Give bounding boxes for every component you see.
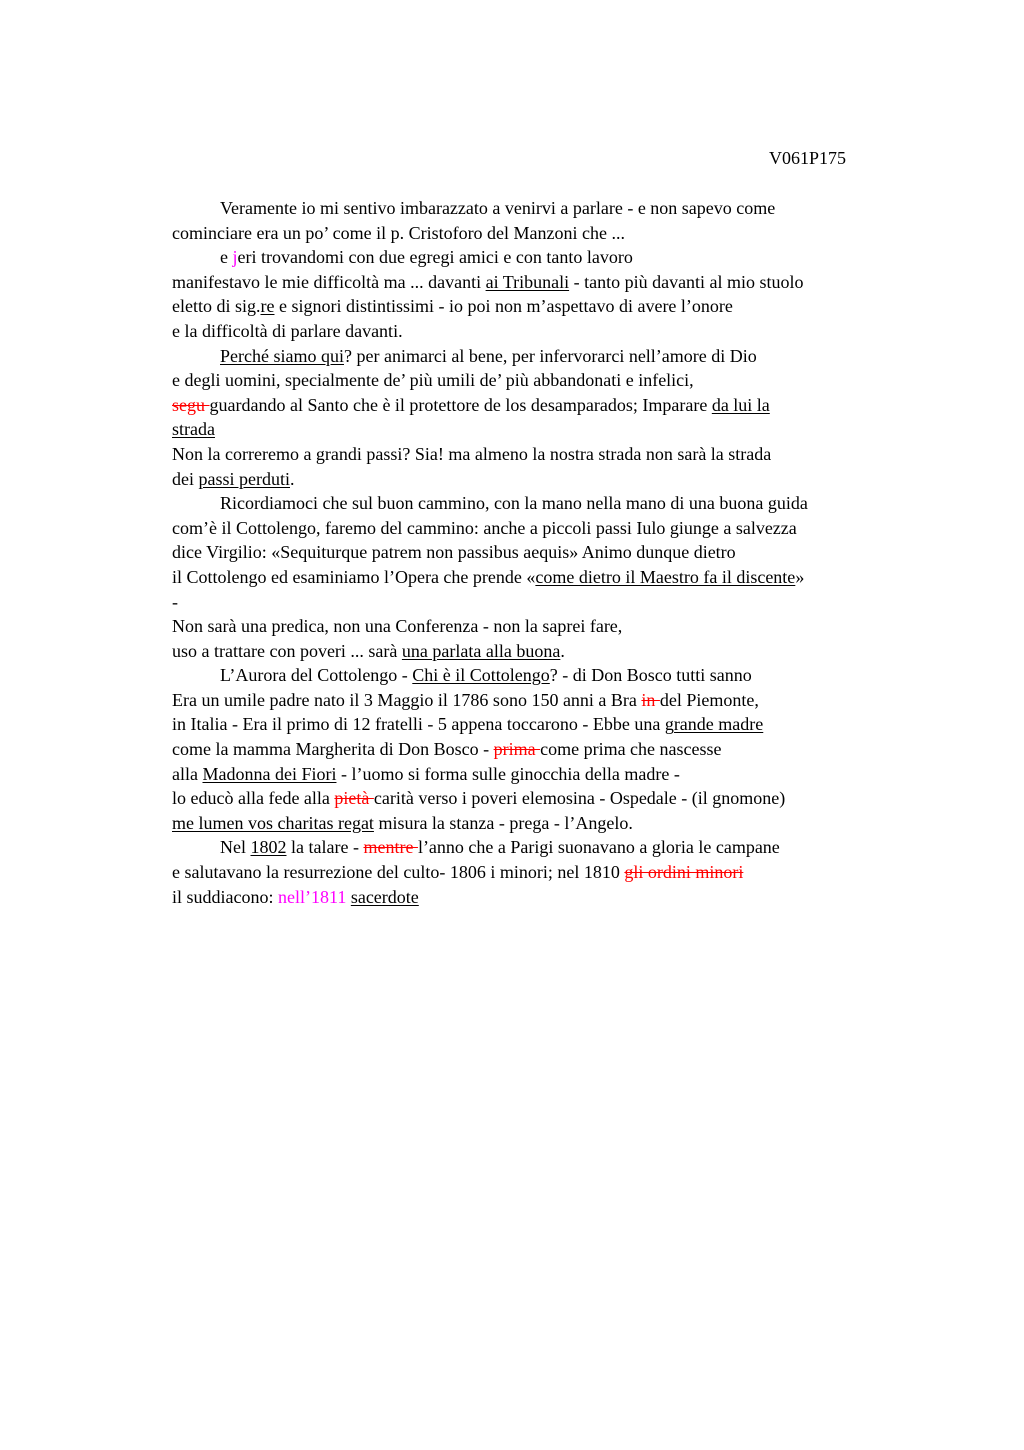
text-line	[172, 270, 902, 295]
text-segment: e signori distintissimi - io poi non m’aspettavo di avere l’onore	[274, 296, 733, 317]
underlined-text: da lui la	[711, 394, 770, 415]
text-segment: eri trovandomi con due egregi amici e con tanto lavoro	[237, 247, 633, 268]
text-line	[172, 565, 902, 590]
text-segment: cominciare era un po’ come il p. Cristoforo del Manzoni che ...	[172, 222, 626, 243]
text-line	[172, 786, 902, 811]
inserted-text: j	[232, 247, 238, 268]
inserted-text: nell’1811	[278, 886, 347, 907]
text-line	[172, 811, 902, 836]
text-segment: l’anno che a Parigi suonavano a gloria le campane	[417, 837, 780, 858]
text-segment: Era un umile padre nato il 3 Maggio il 1786 sono 150 anni a Bra	[172, 689, 642, 710]
text-segment: -	[172, 591, 178, 612]
underlined-text: Perché siamo qui	[220, 345, 344, 366]
text-segment: e la difficoltà di parlare davanti.	[172, 320, 403, 341]
text-line	[172, 245, 902, 270]
text-segment: come la mamma Margherita di Don Bosco -	[172, 739, 494, 760]
text-line	[172, 663, 902, 688]
text-segment: alla	[172, 763, 203, 784]
underlined-text: strada	[172, 419, 215, 440]
manuscript-text	[172, 196, 902, 909]
text-line	[172, 639, 902, 664]
text-segment: ? per animarci al bene, per infervorarci nell’amore di Dio	[343, 345, 757, 366]
text-segment: del Piemonte,	[659, 689, 759, 710]
underlined-text: 1802	[250, 837, 287, 858]
text-segment: in Italia - Era il primo di 12 fratelli - 5 appena toccarono - Ebbe una	[172, 714, 665, 735]
underlined-text: re	[260, 296, 275, 317]
text-line	[172, 540, 902, 565]
text-line	[172, 417, 902, 442]
underlined-text: ai Tribunali	[485, 271, 570, 292]
text-line	[172, 885, 902, 910]
underlined-text: una parlata alla buona	[401, 640, 561, 661]
text-line	[172, 737, 902, 762]
text-line	[172, 294, 902, 319]
deleted-text: gli ordini minori	[624, 862, 744, 883]
text-line	[172, 442, 902, 467]
underlined-text: Chi è il Cottolengo	[412, 665, 550, 686]
text-segment: carità verso i poveri elemosina - Ospedale - (il gnomone)	[373, 788, 786, 809]
text-segment: il suddiacono:	[172, 886, 278, 907]
text-segment: misura la stanza - prega - l’Angelo.	[373, 812, 633, 833]
text-line	[172, 762, 902, 787]
underlined-text: come dietro il Maestro fa il discente	[535, 566, 796, 587]
text-line	[172, 590, 902, 615]
text-segment: - l’uomo si forma sulle ginocchia della madre -	[336, 763, 680, 784]
deleted-text: pietà	[334, 788, 374, 809]
underlined-text: sacerdote	[350, 886, 419, 907]
text-segment: Non la correremo a grandi passi? Sia! ma almeno la nostra strada non sarà la strada	[172, 443, 772, 464]
text-segment: dei	[172, 468, 199, 489]
text-line	[172, 344, 902, 369]
deleted-text: in	[641, 689, 660, 710]
text-segment: uso a trattare con poveri ... sarà	[172, 640, 402, 661]
text-segment: il Cottolengo ed esaminiamo l’Opera che prende «	[172, 566, 536, 587]
text-segment: e degli uomini, specialmente de’ più umili de’ più abbandonati e infelici,	[172, 370, 694, 391]
text-line	[172, 491, 902, 516]
text-line	[172, 467, 902, 492]
text-line	[172, 712, 902, 737]
text-line	[172, 196, 902, 221]
text-segment: com’è il Cottolengo, faremo del cammino: anche a piccoli passi Iulo giunge a salvezza	[172, 517, 797, 538]
text-line	[172, 319, 902, 344]
deleted-text: prima	[493, 739, 541, 760]
underlined-text: passi perduti	[198, 468, 290, 489]
text-segment: ? - di Don Bosco tutti sanno	[549, 665, 752, 686]
text-segment: Ricordiamoci che sul buon cammino, con la mano nella mano di una buona guida	[220, 493, 808, 514]
text-line	[172, 688, 902, 713]
text-segment: Veramente io mi sentivo imbarazzato a venirvi a parlare - e non sapevo come	[220, 198, 776, 218]
text-segment: e	[220, 247, 233, 268]
underlined-text: Madonna dei Fiori	[202, 763, 337, 784]
text-segment: e salutavano la resurrezione del culto- 1806 i minori; nel 1810	[172, 862, 625, 883]
text-segment: eletto di sig.	[172, 296, 261, 317]
text-segment: manifestavo le mie difficoltà ma ... davanti	[172, 271, 486, 292]
text-segment: come prima che nascesse	[540, 739, 722, 760]
text-segment: L’Aurora del Cottolengo -	[220, 665, 413, 686]
text-segment: .	[290, 468, 295, 489]
text-segment: »	[795, 566, 805, 587]
text-segment: la talare -	[286, 837, 364, 858]
text-line	[172, 835, 902, 860]
underlined-text: grande madre	[664, 714, 764, 735]
text-segment: guardando al Santo che è il protettore de los desamparados; Imparare	[209, 394, 712, 415]
text-segment: lo educò alla fede alla	[172, 788, 335, 809]
text-line	[172, 221, 902, 246]
text-line	[172, 860, 902, 885]
text-segment: Nel	[220, 837, 251, 858]
text-line	[172, 368, 902, 393]
text-segment: .	[560, 640, 565, 661]
underlined-text: me lumen vos charitas regat	[172, 812, 374, 833]
text-line	[172, 516, 902, 541]
deleted-text: mentre	[363, 837, 418, 858]
text-line	[172, 614, 902, 639]
text-segment: dice Virgilio: «Sequiturque patrem non passibus aequis» Animo dunque dietro	[172, 542, 736, 563]
deleted-text: segu	[172, 394, 210, 415]
text-segment: Non sarà una predica, non una Conferenza - non la saprei fare,	[172, 616, 623, 637]
text-line	[172, 393, 902, 418]
text-segment: - tanto più davanti al mio stuolo	[569, 271, 804, 292]
page-id: V061P175	[768, 148, 846, 168]
